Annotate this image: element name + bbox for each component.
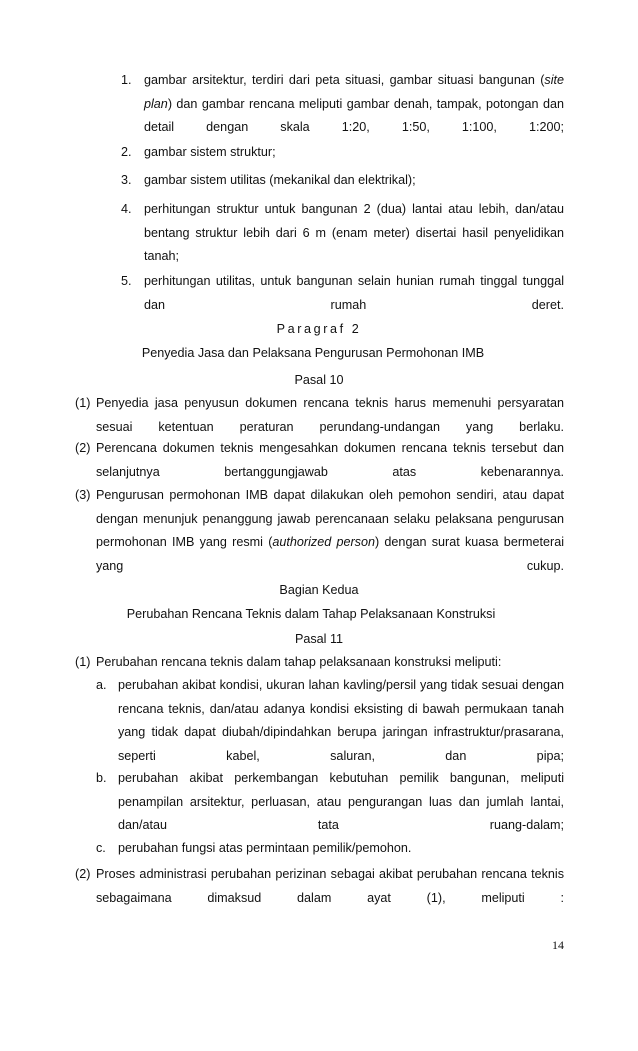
paragraf-title: Penyedia Jasa dan Pelaksana Pengurusan Permohonan IMB <box>141 346 485 360</box>
list-item-4: perhitungan struktur untuk bangunan 2 (dua) lantai atau lebih, dan/atau bentang struktur lebih dari 6 m (enam meter) disertai hasil penyelidikan tanah; <box>144 202 564 263</box>
pasal-11-heading: Pasal 11 <box>294 632 344 646</box>
list-item-1: gambar arsitektur, terdiri dari peta situasi, gambar situasi bangunan (site plan) dan gambar rencana meliputi gambar denah, tampak, potongan dan detail dengan skala 1:20, 1:50, 1:100, 1:200; <box>144 73 564 134</box>
sub-item-letter: b. <box>96 771 107 785</box>
pasal-10-item-2: Perencana dokumen teknis mengesahkan dokumen rencana teknis tersebut dan selanjutnya bertanggungjawab atas kebenarannya. <box>96 441 564 479</box>
bagian-title: Perubahan Rencana Teknis dalam Tahap Pelaksanaan Konstruksi <box>126 607 496 621</box>
pasal-10-item-1: Penyedia jasa penyusun dokumen rencana teknis harus memenuhi persyaratan sesuai ketentuan peraturan perundang-undangan yang berlaku. <box>96 396 564 434</box>
sub-item-letter: a. <box>96 678 107 692</box>
item-number: (1) <box>75 396 91 410</box>
list-item-3: gambar sistem utilitas (mekanikal dan elektrikal); <box>144 173 416 187</box>
pasal-11-sub-a: perubahan akibat kondisi, ukuran lahan kavling/persil yang tidak sesuai dengan rencana teknis, dan/atau adanya kondisi eksisting di bawah permukaan tanah yang tidak dapat diubah/dipindahkan berupa jaringan infrastruktur/prasarana, seperti kabel, saluran, dan pipa; <box>118 678 564 763</box>
list-number: 5. <box>121 274 132 288</box>
pasal-11-sub-c: perubahan fungsi atas permintaan pemilik/pemohon. <box>118 841 412 855</box>
pasal-10-heading: Pasal 10 <box>294 373 344 387</box>
item-number: (2) <box>75 441 91 455</box>
page-number: 14 <box>552 938 564 952</box>
list-number: 4. <box>121 202 132 216</box>
pasal-11-item-1: Perubahan rencana teknis dalam tahap pelaksanaan konstruksi meliputi: <box>96 655 502 669</box>
list-number: 2. <box>121 145 132 159</box>
sub-item-letter: c. <box>96 841 106 855</box>
list-number: 1. <box>121 73 132 87</box>
list-item-5: perhitungan utilitas, untuk bangunan selain hunian rumah tinggal tunggal dan rumah deret. <box>144 274 564 312</box>
bagian-heading: Bagian Kedua <box>279 583 359 597</box>
paragraf-heading: Paragraf 2 <box>276 322 362 336</box>
pasal-10-item-3: Pengurusan permohonan IMB dapat dilakukan oleh pemohon sendiri, atau dapat dengan menunjuk penanggung jawab perencanaan selaku pelaksana pengurusan permohonan IMB yang resmi (authorized person) dengan surat kuasa bermeterai yang cukup. <box>96 488 565 573</box>
item-number: (3) <box>75 488 91 502</box>
item-number: (1) <box>75 655 91 669</box>
item-number: (2) <box>75 867 91 881</box>
pasal-11-sub-b: perubahan akibat perkembangan kebutuhan pemilik bangunan, meliputi penampilan arsitektur, perluasan, atau pengurangan luas dan jumlah lantai, dan/atau tata ruang-dalam; <box>118 771 564 832</box>
list-item-2: gambar sistem struktur; <box>144 145 276 159</box>
list-number: 3. <box>121 173 132 187</box>
pasal-11-item-2: Proses administrasi perubahan perizinan sebagai akibat perubahan rencana teknis sebagaimana dimaksud dalam ayat (1), meliputi : <box>96 867 564 905</box>
